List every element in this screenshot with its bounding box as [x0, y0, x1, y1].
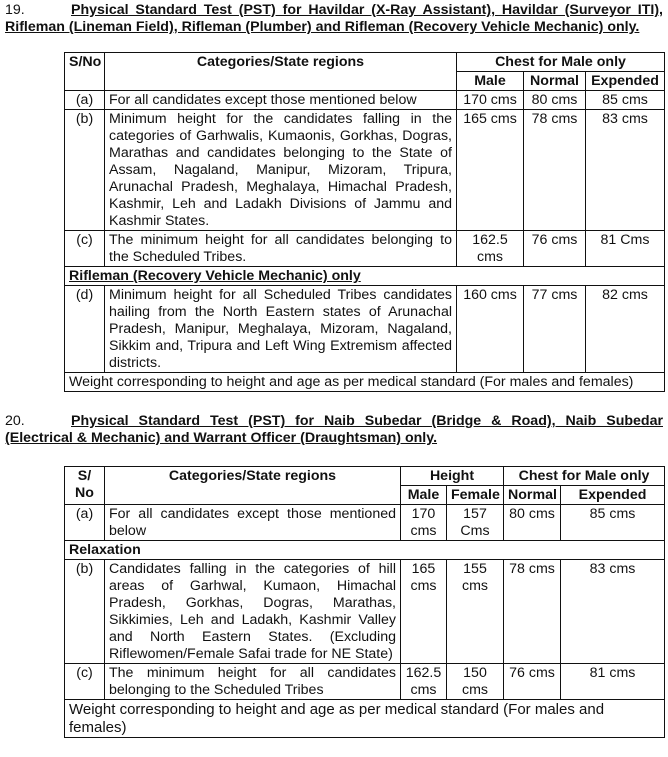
header-chest-group: Chest for Male only	[457, 53, 665, 72]
row-expended: 83 cms	[561, 560, 665, 664]
row-female: 150 cms	[447, 664, 504, 700]
table-row	[65, 560, 665, 664]
section-20-title: Physical Standard Test (PST) for Naib Subedar (Bridge & Road), Naib Subedar (Electrical & Mechanic) and Warrant Officer (Draughtsman) only.	[5, 413, 663, 446]
row-female: 157 Cms	[447, 505, 504, 541]
row-text: Minimum height for the candidates falling in the categories of Garhwalis, Kumaonis, Gorkhas, Dogras, Marathas and candidates belonging to the State of Assam, Nagaland, Manipur, Mizoram, Tripura, Arunachal Pradesh, Meghalaya, Himachal Pradesh, Kashmir, Leh and Ladakh Divisions of Jammu and Kashmir States.	[105, 110, 457, 231]
header-sno: S/ No	[65, 467, 105, 505]
row-sno: (a)	[65, 91, 105, 110]
row-sno: (b)	[65, 110, 105, 231]
row-text: The minimum height for all candidates belonging to the Scheduled Tribes.	[105, 231, 457, 267]
row-female: 155 cms	[447, 560, 504, 664]
row-expended: 85 cms	[561, 505, 665, 541]
row-expended: 85 cms	[586, 91, 665, 110]
row-expended: 82 cms	[586, 286, 665, 373]
row-normal: 76 cms	[524, 231, 586, 267]
table-footer-note: Weight corresponding to height and age as per medical standard (For males and females)	[65, 373, 665, 392]
header-expended: Expended	[561, 486, 665, 505]
row-male: 165 cms	[401, 560, 447, 664]
row-text: For all candidates except those mentioned below	[105, 91, 457, 110]
table-row	[65, 505, 665, 541]
row-normal: 80 cms	[504, 505, 561, 541]
row-male: 162.5 cms	[401, 664, 447, 700]
row-sno: (c)	[65, 664, 105, 700]
header-normal: Normal	[504, 486, 561, 505]
table-footer-note: Weight corresponding to height and age as per medical standard (For males and females)	[65, 700, 665, 738]
header-category: Categories/State regions	[105, 467, 401, 505]
row-expended: 81 Cms	[586, 231, 665, 267]
section-19-heading	[5, 2, 663, 36]
table-row	[65, 286, 665, 373]
row-sno: (a)	[65, 505, 105, 541]
relaxation-heading: Relaxation	[65, 541, 665, 560]
header-chest-group: Chest for Male only	[504, 467, 665, 486]
row-expended: 81 cms	[561, 664, 665, 700]
header-sno: S/No	[65, 53, 105, 91]
row-male: 170 cms	[401, 505, 447, 541]
header-male: Male	[457, 72, 524, 91]
row-sno: (d)	[65, 286, 105, 373]
row-normal: 80 cms	[524, 91, 586, 110]
table-row	[65, 664, 665, 700]
row-expended: 83 cms	[586, 110, 665, 231]
section-20-heading	[5, 413, 663, 447]
header-normal: Normal	[524, 72, 586, 91]
header-category: Categories/State regions	[105, 53, 457, 91]
row-text: Minimum height for all Scheduled Tribes candidates hailing from the North Eastern states of Arunachal Pradesh, Manipur, Meghalaya, Mizoram, Nagaland, Sikkim and, Tripura and Left Wing Extremism affected districts.	[105, 286, 457, 373]
section-19-number: 19.	[5, 2, 25, 18]
subheading-recovery-vehicle: Rifleman (Recovery Vehicle Mechanic) only	[65, 267, 665, 286]
header-female: Female	[447, 486, 504, 505]
table-row	[65, 231, 665, 267]
header-expended: Expended	[586, 72, 665, 91]
row-text: The minimum height for all candidates belonging to the Scheduled Tribes	[105, 664, 401, 700]
table-row	[65, 110, 665, 231]
row-male: 160 cms	[457, 286, 524, 373]
row-male: 162.5 cms	[457, 231, 524, 267]
section-20-table	[64, 466, 665, 738]
row-male: 165 cms	[457, 110, 524, 231]
row-text: Candidates falling in the categories of hill areas of Garhwal, Kumaon, Himachal Pradesh, Gorkhas, Dogras, Marathas, Sikkimies, Leh and Ladakh, Kashmir Valley and North Eastern States. (Excluding Riflewomen/Female Safai trade for NE State)	[105, 560, 401, 664]
section-20-number: 20.	[5, 413, 25, 429]
section-19-title: Physical Standard Test (PST) for Havildar (X-Ray Assistant), Havildar (Surveyor ITI), Rifleman (Lineman Field), Rifleman (Plumber) and Rifleman (Recovery Vehicle Mechanic) only.	[5, 2, 663, 35]
row-normal: 77 cms	[524, 286, 586, 373]
row-sno: (c)	[65, 231, 105, 267]
row-sno: (b)	[65, 560, 105, 664]
table-row	[65, 91, 665, 110]
header-height-group: Height	[401, 467, 504, 486]
row-male: 170 cms	[457, 91, 524, 110]
row-normal: 76 cms	[504, 664, 561, 700]
row-normal: 78 cms	[504, 560, 561, 664]
row-text: For all candidates except those mentioned below	[105, 505, 401, 541]
section-19-table	[64, 52, 665, 392]
row-normal: 78 cms	[524, 110, 586, 231]
header-male: Male	[401, 486, 447, 505]
